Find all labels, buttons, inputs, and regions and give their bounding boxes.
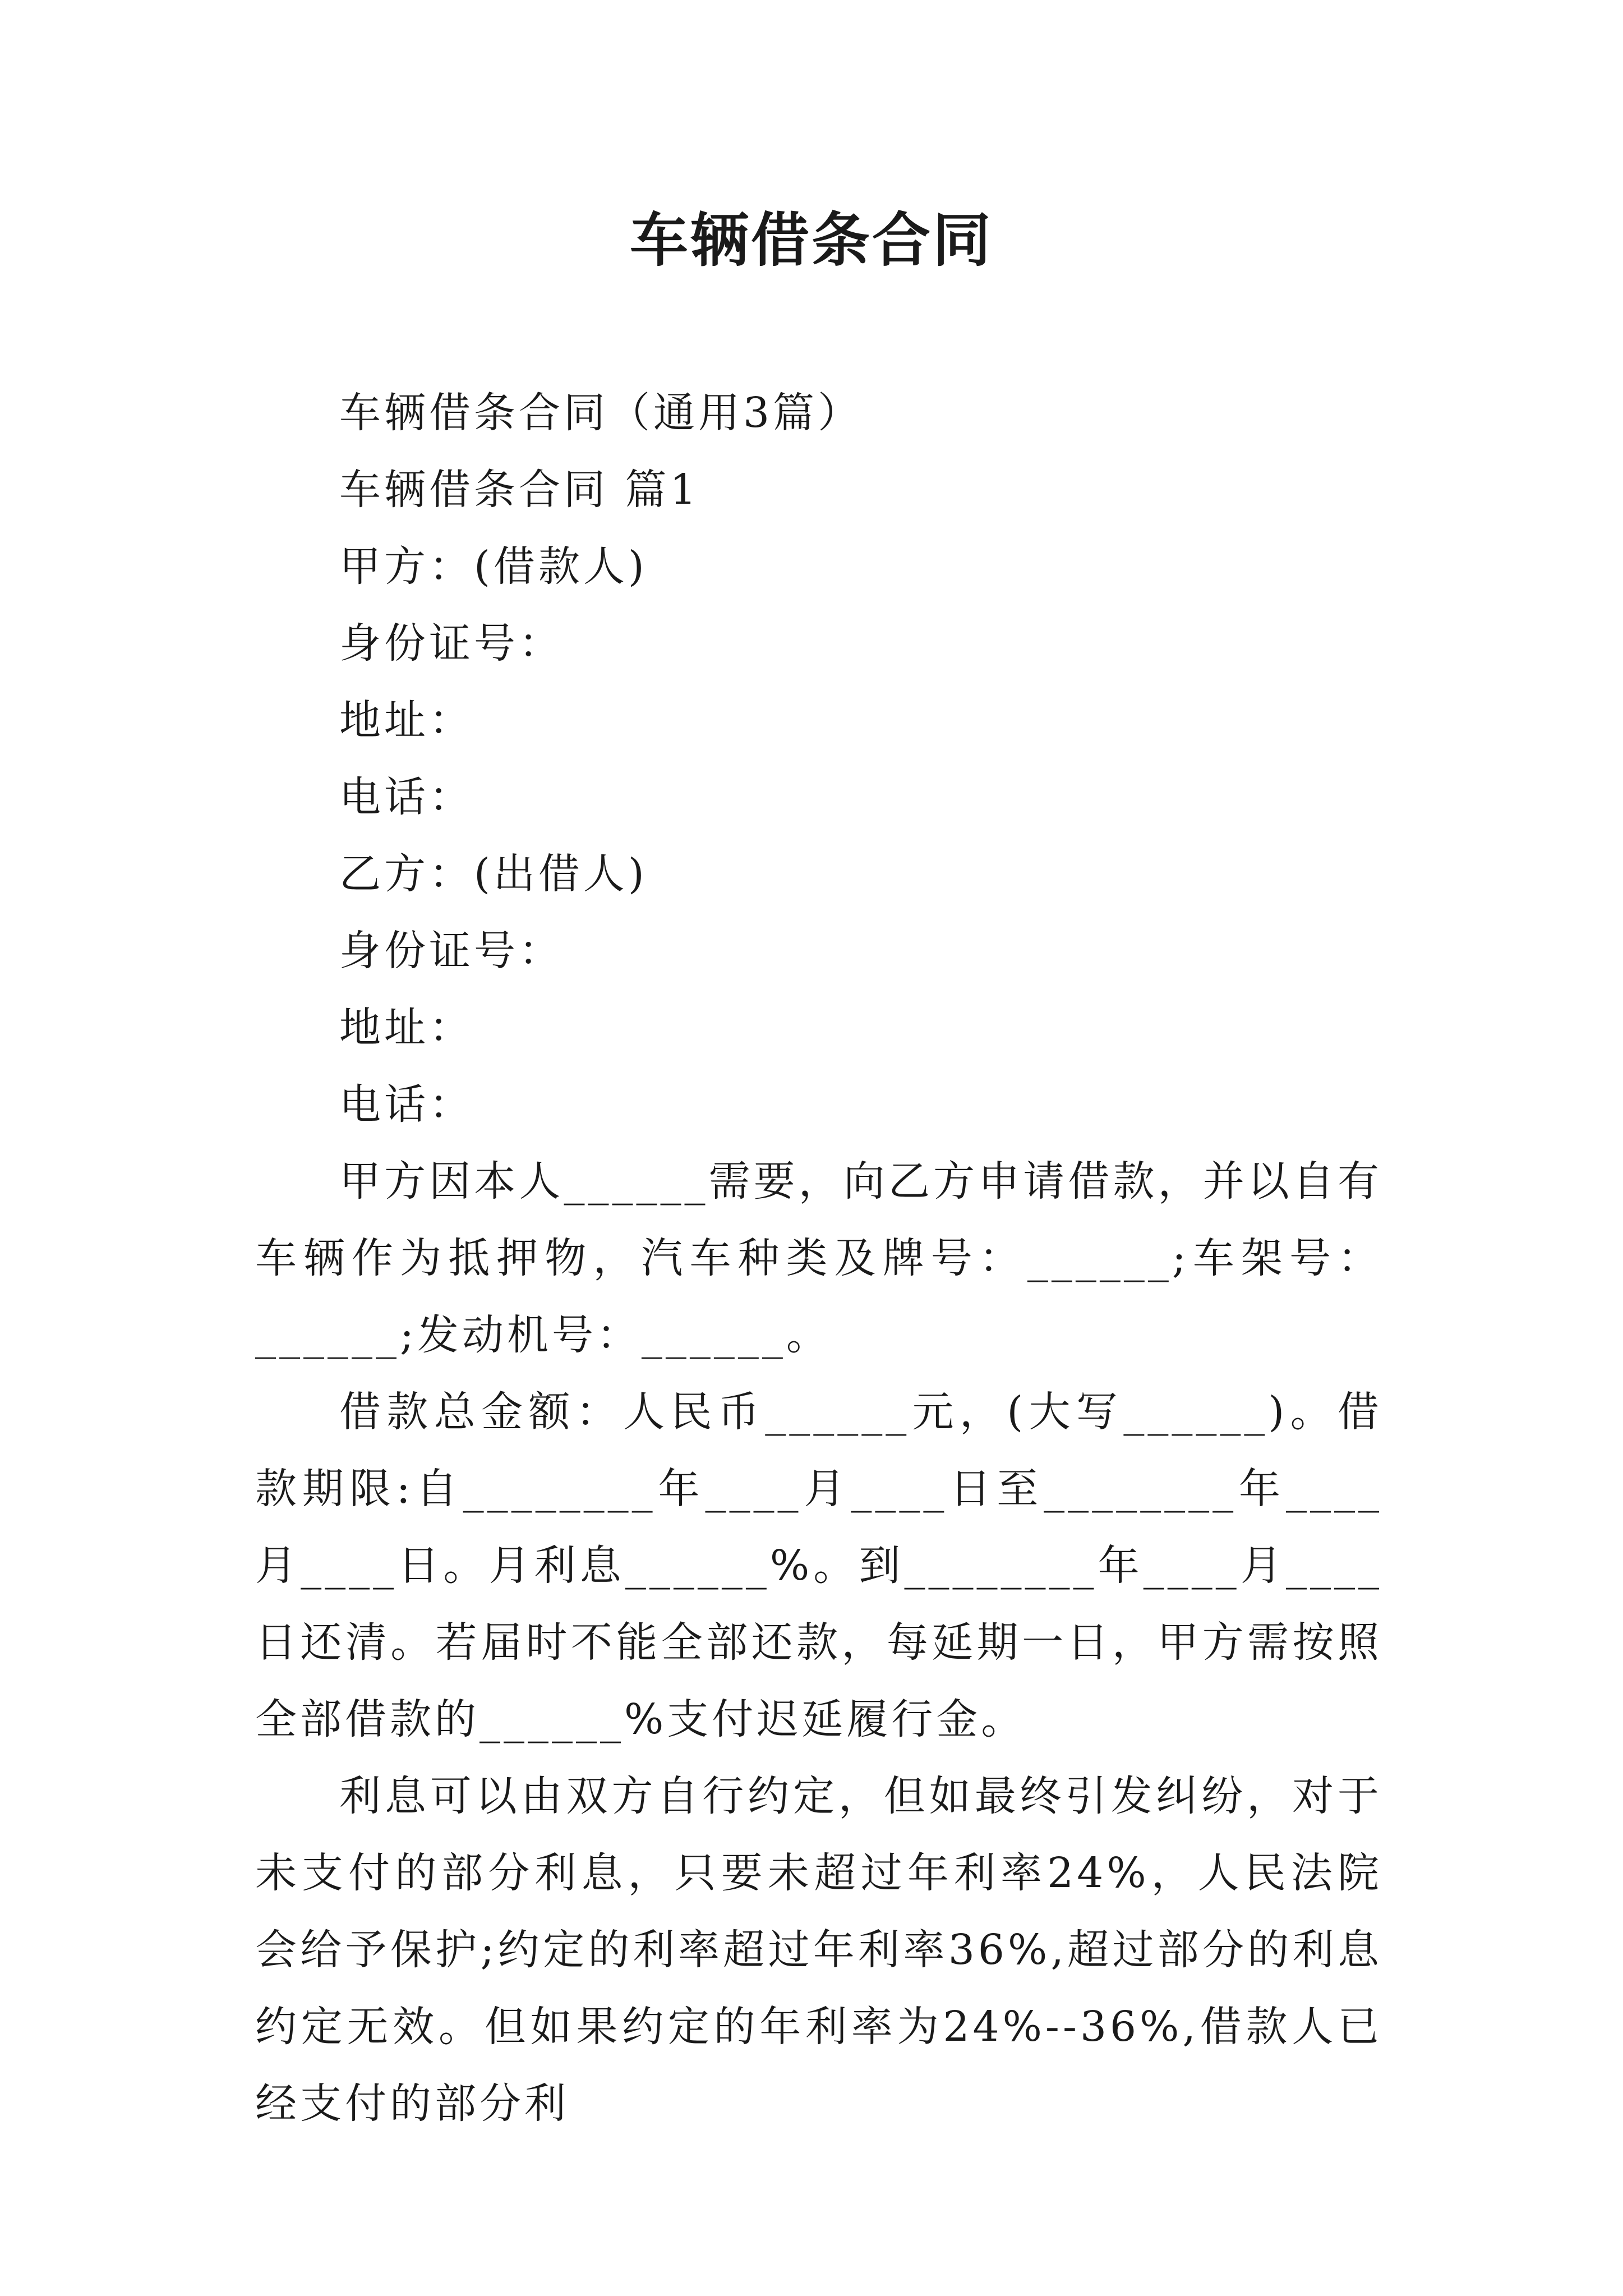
- party-b-id-field: 身份证号：: [339, 927, 564, 975]
- interest-paragraph: 利息可以由双方自行约定，但如最终引发纠纷，对于未支付的部分利息，只要未超过年利率24%，人民法院会给予保护;约定的利率超过年利率36%,超过部分的利息约定无效。但如果约定的年利率为24%--36%,借款人已经支付的部分利: [255, 1772, 1382, 2128]
- section-heading: 车辆借条合同 篇1: [339, 466, 700, 514]
- collateral-paragraph: 甲方因本人______需要，向乙方申请借款，并以自有车辆作为抵押物，汽车种类及牌号：______;车架号：______;发动机号：______。: [255, 1157, 1382, 1359]
- subtitle-line: 车辆借条合同（通用3篇）: [339, 389, 863, 437]
- party-a-address-field: 地址：: [339, 696, 474, 744]
- document-title: 车辆借条合同: [629, 206, 993, 274]
- party-b-address-field: 地址：: [339, 1004, 474, 1052]
- document-body: [255, 375, 1382, 2142]
- loan-terms-paragraph: 借款总金额：人民币______元，(大写______)。借款期限:自________年____月____日至________年____月____日。月利息______%。到________年____月____日还清。若届时不能全部还款，每延期一日，甲方需按照全部借款的______%支付迟延履行金。: [255, 1388, 1382, 1743]
- party-a-id-field: 身份证号：: [339, 619, 564, 668]
- party-b-phone-field: 电话：: [339, 1080, 474, 1129]
- party-b-label: 乙方：(出借人): [339, 850, 648, 898]
- party-a-label: 甲方：(借款人): [339, 542, 648, 591]
- party-a-phone-field: 电话：: [339, 773, 474, 821]
